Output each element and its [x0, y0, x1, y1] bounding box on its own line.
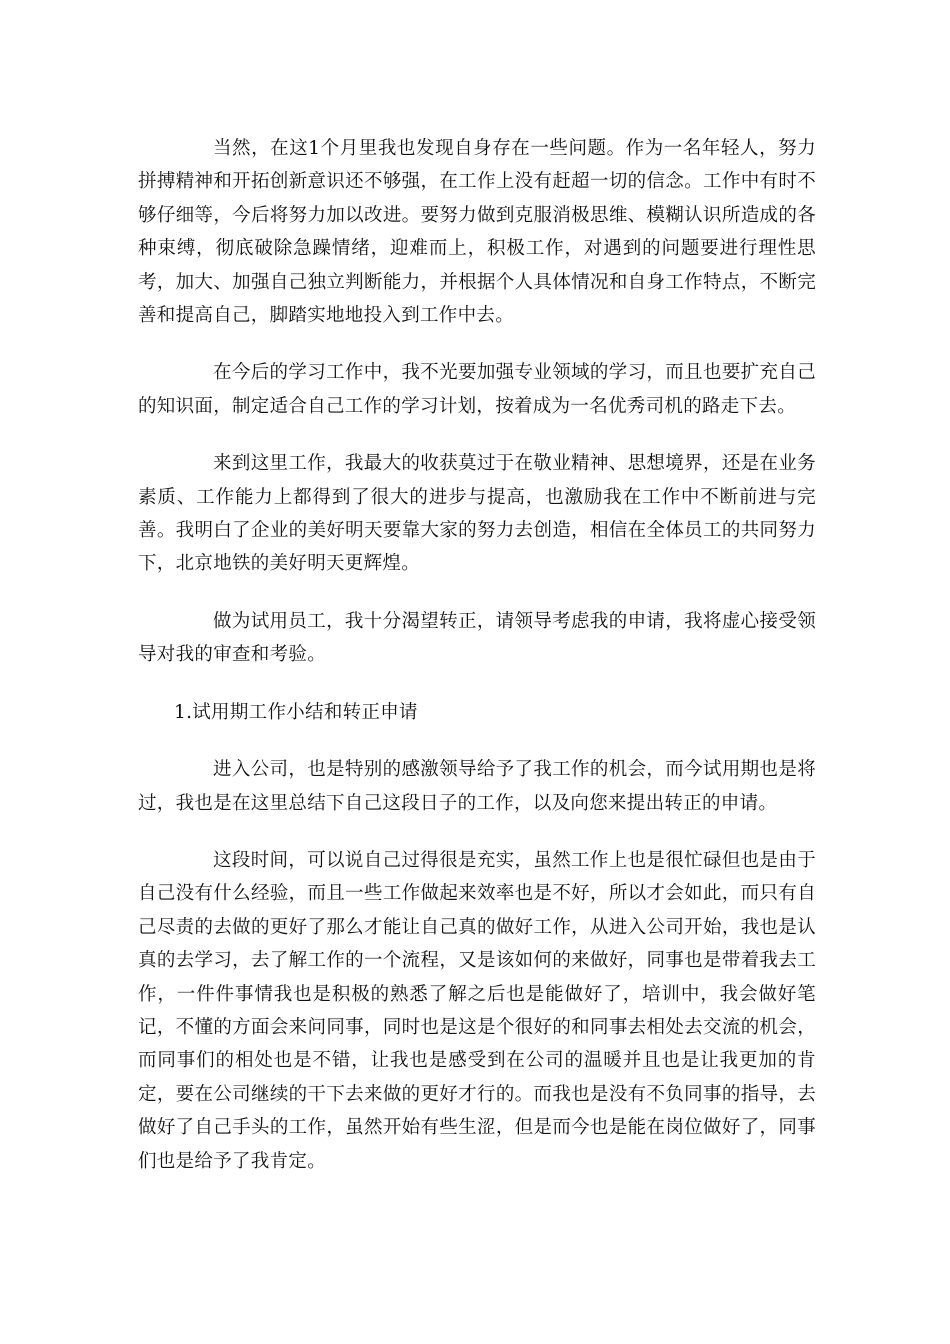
- document-body: [138, 132, 816, 1202]
- paragraph-self-reflection: 当然，在这1个月里我也发现自身存在一些问题。作为一名年轻人，努力拼搏精神和开拓创新意识还不够强，在工作上没有赶超一切的信念。工作中有时不够仔细等，今后将努力加以改进。要努力做到克服消极思维、模糊认识所造成的各种束缚，彻底破除急躁情绪，迎难而上，积极工作，对遇到的问题要进行理性思考，加大、加强自己独立判断能力，并根据个人具体情况和自身工作特点，不断完善和提高自己，脚踏实地地投入到工作中去。: [138, 138, 816, 327]
- paragraph-intro: 进入公司，也是特别的感激领导给予了我工作的机会，而今试用期也是将过，我也是在这里总结下自己这段日子的工作，以及向您来提出转正的申请。: [138, 759, 816, 814]
- paragraph-summary: 这段时间，可以说自己过得很是充实，虽然工作上也是很忙碌但也是由于自己没有什么经验，而且一些工作做起来效率也是不好，所以才会如此，而只有自己尽责的去做的更好了那么才能让自己真的做好工作，从进入公司开始，我也是认真的去学习，去了解工作的一个流程，又是该如何的来做好，同事也是带着我去工作，一件件事情我也是积极的熟悉了解之后也是能做好了，培训中，我会做好笔记，不懂的方面会来问同事，同时也是这是个很好的和同事去相处去交流的机会，而同事们的相处也是不错，让我也是感受到在公司的温暖并且也是让我更加的肯定，要在公司继续的干下去来做的更好才行的。而我也是没有不负同事的指导，去做好了自己手头的工作，虽然开始有些生涩，但是而今也是能在岗位做好了，同事们也是给予了我肯定。: [138, 849, 816, 1172]
- paragraph-gains: 来到这里工作，我最大的收获莫过于在敬业精神、思想境界，还是在业务素质、工作能力上都得到了很大的进步与提高，也激励我在工作中不断前进与完善。我明白了企业的美好明天要靠大家的努力去创造，相信在全体员工的共同努力下，北京地铁的美好明天更辉煌。: [138, 453, 816, 575]
- section-heading: 1.试用期工作小结和转正申请: [174, 701, 418, 723]
- paragraph-learning-plan: 在今后的学习工作中，我不光要加强专业领域的学习，而且也要扩充自己的知识面，制定适合自己工作的学习计划，按着成为一名优秀司机的路走下去。: [138, 362, 816, 417]
- paragraph-request: 做为试用员工，我十分渴望转正，请领导考虑我的申请，我将虚心接受领导对我的审查和考验。: [138, 610, 816, 666]
